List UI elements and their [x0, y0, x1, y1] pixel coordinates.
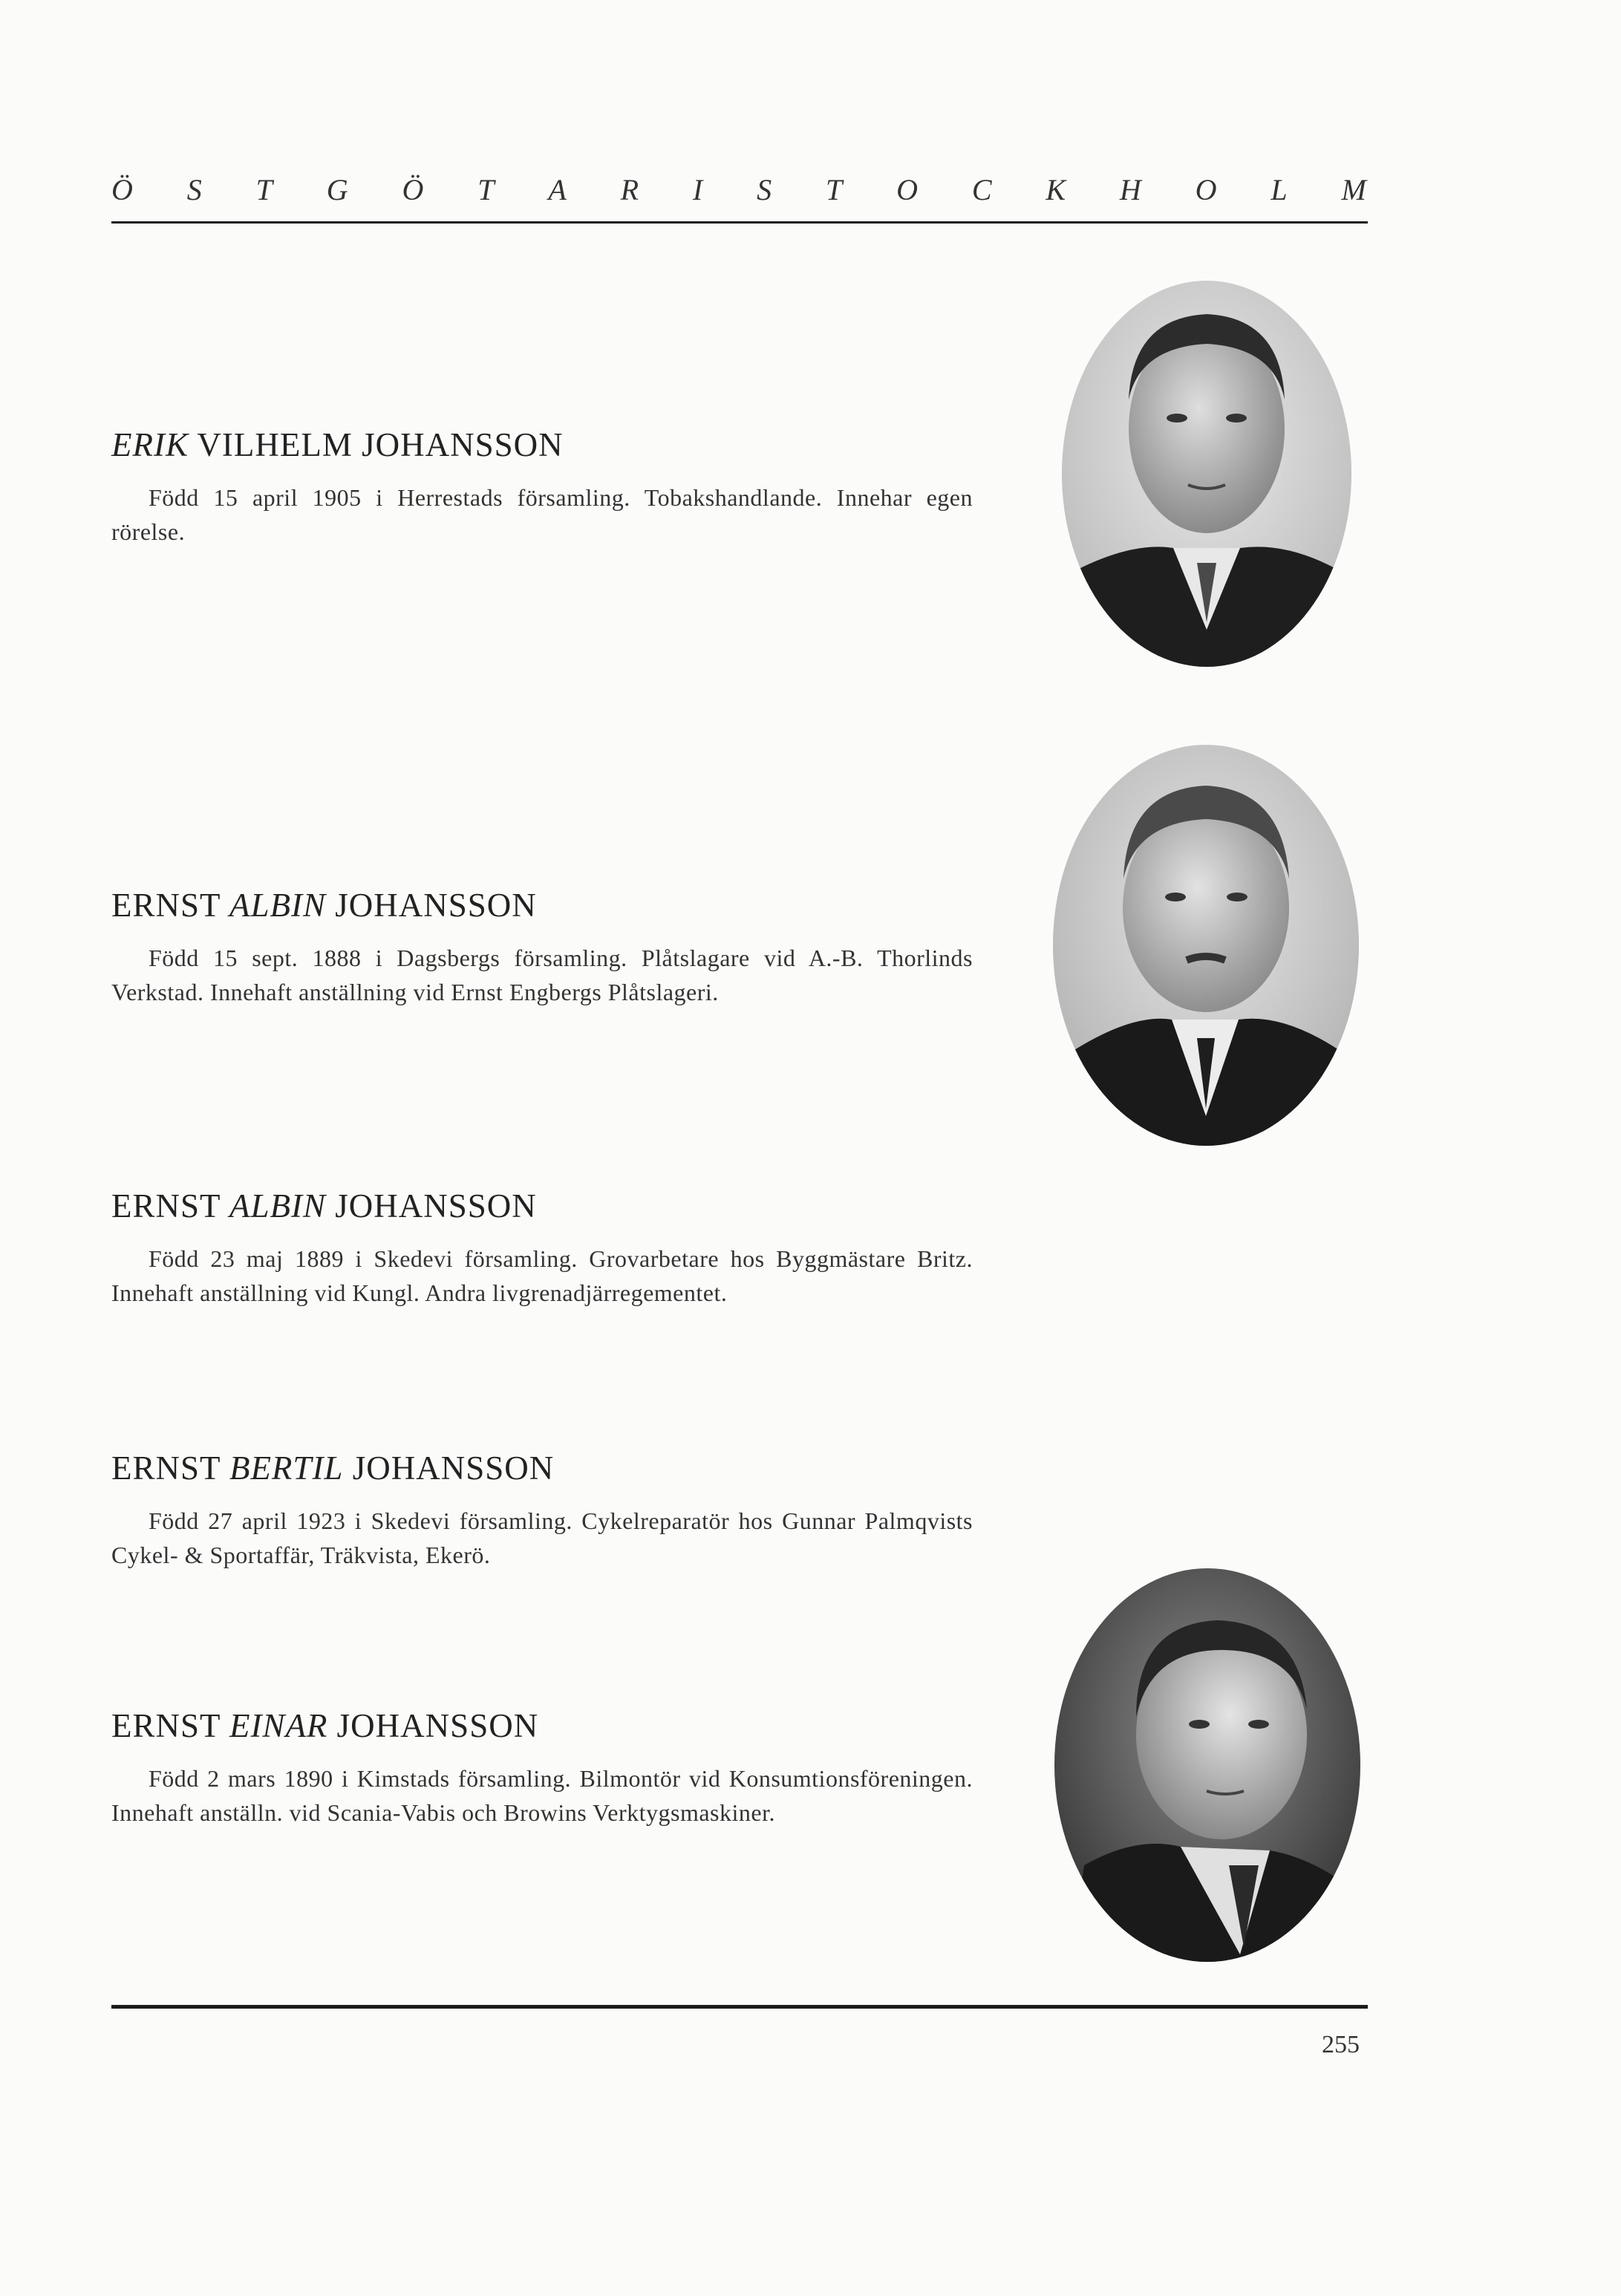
name-text: ERNST [111, 1187, 229, 1224]
name-italic: ALBIN [229, 887, 326, 924]
header-letter: R [620, 173, 639, 206]
name-text: ERNST [111, 1449, 229, 1487]
entry-name [111, 1188, 973, 1225]
entry-description: Född 15 sept. 1888 i Dagsbergs församling. Plåtslagare vid A.-B. Thorlinds Verkstad. Innehaft anställning vid Ernst Engbergs Plåtslageri. [111, 944, 973, 1005]
name-text: VILHELM JOHANSSON [188, 426, 564, 463]
biography-entry [111, 1708, 973, 1830]
header-letter: T [477, 173, 495, 206]
header-letter: O [896, 173, 918, 206]
header-rule [111, 221, 1368, 224]
name-text: JOHANSSON [325, 887, 537, 924]
header-letter: C [971, 173, 992, 206]
name-italic: BERTIL [229, 1449, 344, 1487]
header-letter: I [692, 173, 703, 206]
entry-description: Född 27 april 1923 i Skedevi församling. Cykelreparatör hos Gunnar Palmqvists Cykel- & Sportaffär, Träkvista, Ekerö. [111, 1507, 973, 1568]
biography-entry [111, 1188, 973, 1310]
header-letter: Ö [402, 173, 424, 206]
biography-entry [111, 427, 973, 549]
footer-rule [111, 2005, 1368, 2009]
name-italic: EINAR [229, 1707, 328, 1744]
entry-description: Född 23 maj 1889 i Skedevi församling. Grovarbetare hos Byggmästare Britz. Innehaft anställning vid Kungl. Andra livgrenadjärregementet. [111, 1245, 973, 1306]
header-letter: S [757, 173, 772, 206]
header-letter: L [1271, 173, 1288, 206]
entry-name [111, 1708, 973, 1745]
running-header [111, 172, 1366, 207]
entry-description: Född 15 april 1905 i Herrestads församling. Tobakshandlande. Innehar egen rörelse. [111, 483, 973, 545]
header-letter: T [825, 173, 843, 206]
entry-name [111, 427, 973, 464]
header-letter: A [548, 173, 567, 206]
biography-entry [111, 887, 973, 1009]
header-letter: M [1341, 173, 1366, 206]
header-letter: Ö [111, 173, 133, 206]
name-text: ERNST [111, 1707, 229, 1744]
header-letter: T [255, 173, 273, 206]
header-letter: O [1195, 173, 1217, 206]
name-text: JOHANSSON [327, 1707, 539, 1744]
portrait-photo [1054, 1568, 1360, 1962]
name-text: ERNST [111, 887, 229, 924]
name-text: JOHANSSON [343, 1449, 555, 1487]
page-number: 255 [1322, 2031, 1360, 2058]
header-letter: K [1046, 173, 1066, 206]
name-italic: ALBIN [229, 1187, 326, 1224]
header-letter: H [1119, 173, 1141, 206]
portrait-photo [1053, 745, 1359, 1146]
name-text: JOHANSSON [325, 1187, 537, 1224]
biography-entry [111, 1450, 973, 1572]
entry-description: Född 2 mars 1890 i Kimstads församling. Bilmontör vid Konsumtionsföreningen. Innehaft anställn. vid Scania-Vabis och Browins Verktygsmaskiner. [111, 1764, 973, 1826]
entry-name [111, 887, 973, 924]
header-letter: G [326, 173, 348, 206]
entry-name [111, 1450, 973, 1487]
header-letter: S [186, 173, 202, 206]
portrait-photo [1062, 281, 1351, 667]
name-italic: ERIK [111, 426, 189, 463]
